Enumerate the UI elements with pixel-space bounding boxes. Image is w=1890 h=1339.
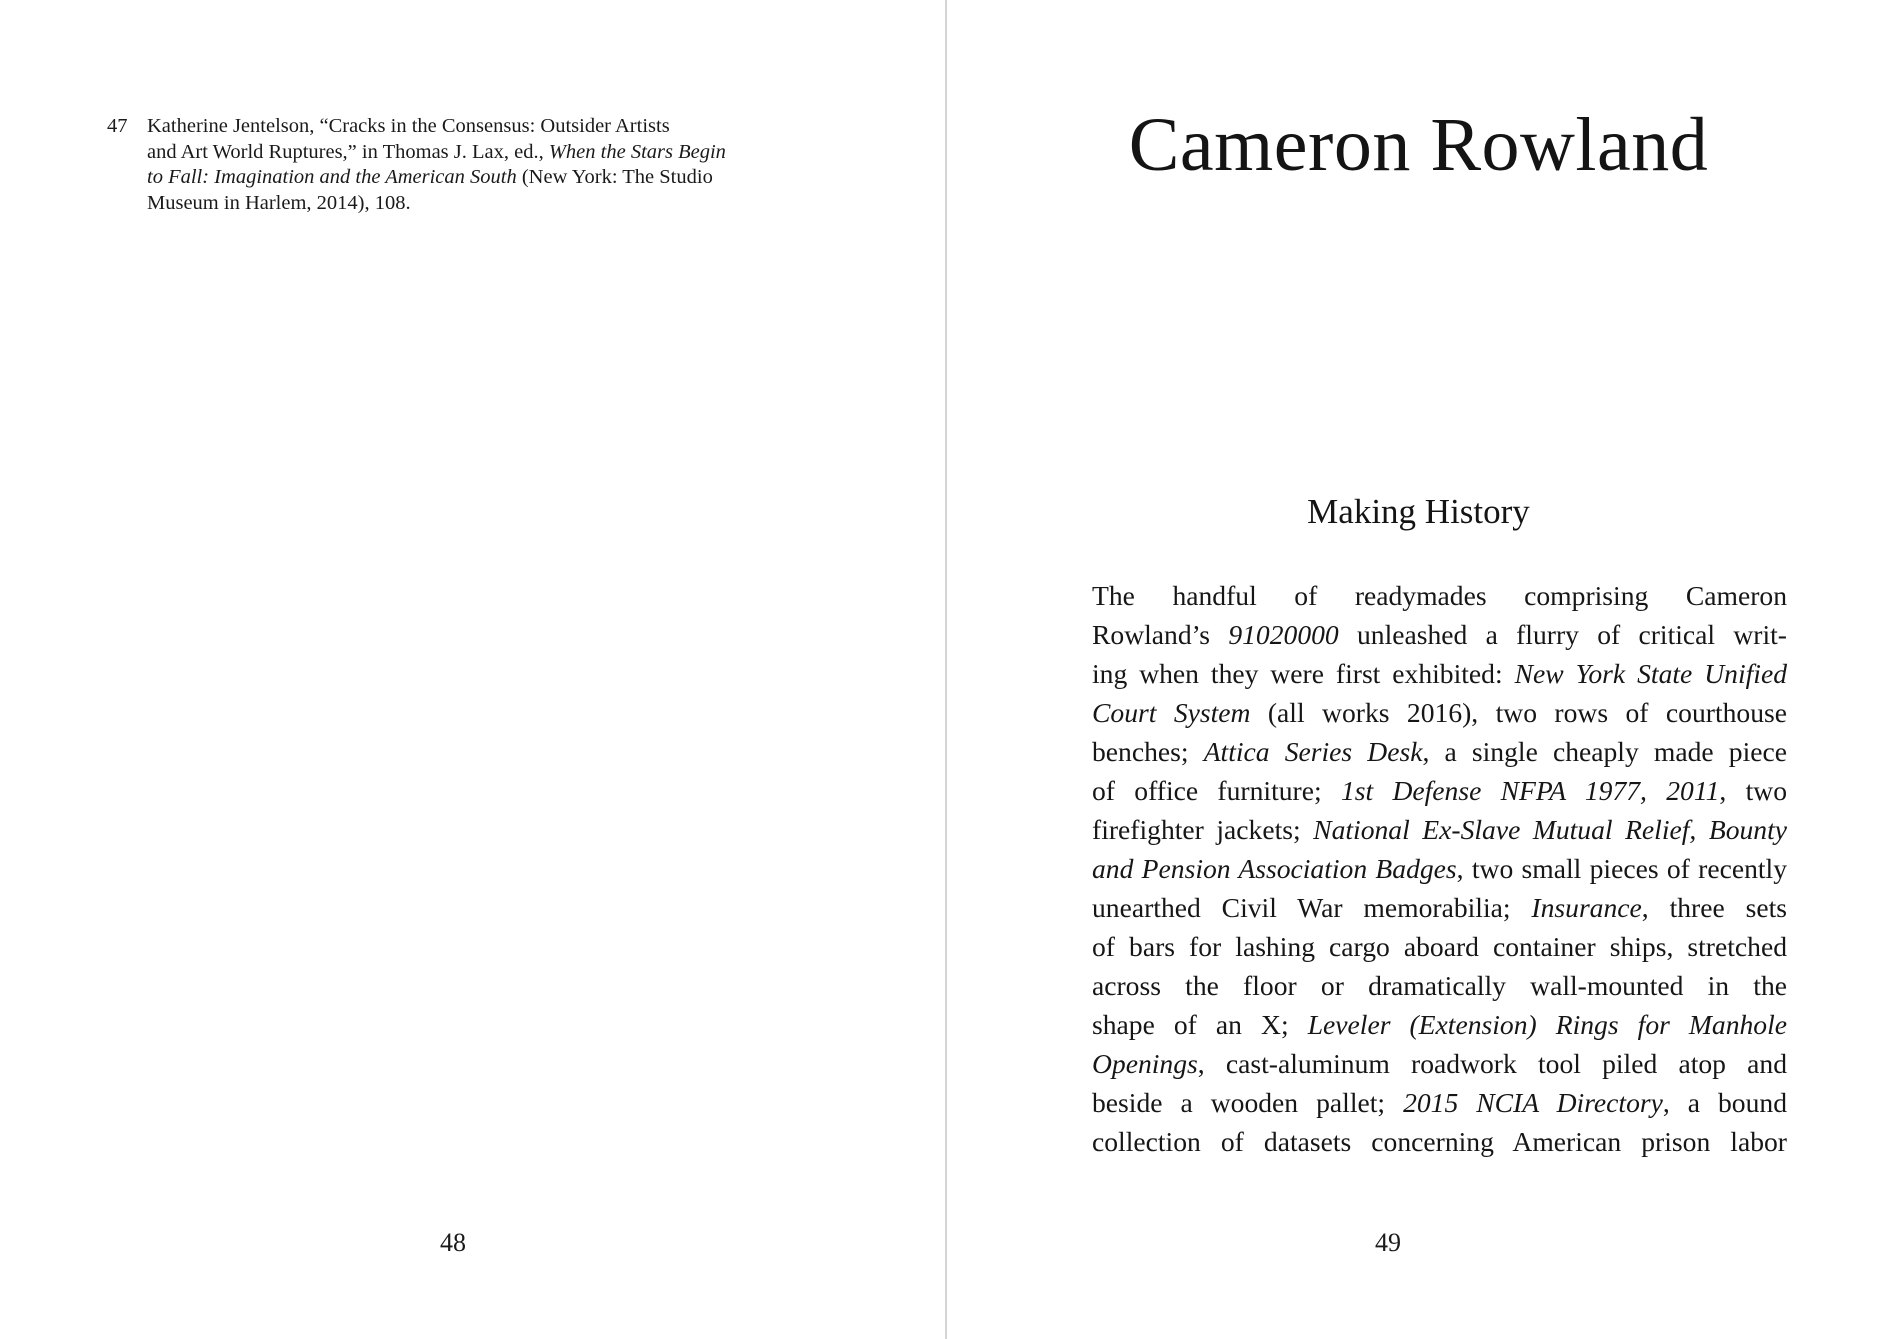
footnote-line-4: Museum in Harlem, 2014), 108. bbox=[147, 191, 411, 214]
body-line bbox=[1092, 576, 1787, 615]
body-text-run: (all works 2016), two rows of courthouse bbox=[1250, 697, 1787, 728]
body-text-run: shape of an X; bbox=[1092, 1009, 1308, 1040]
footnote-line-3b: (New York: The Studio bbox=[516, 166, 713, 188]
body-text-run: The handful of readymades comprising Cameron bbox=[1092, 580, 1787, 611]
artwork-title: New York State Unified bbox=[1514, 658, 1787, 689]
body-line bbox=[1092, 654, 1787, 693]
body-text-run: of office furniture; bbox=[1092, 775, 1341, 806]
body-line bbox=[1092, 888, 1787, 927]
body-line bbox=[1092, 966, 1787, 1005]
artwork-title: National Ex-Slave Mutual Relief, Bounty bbox=[1313, 814, 1788, 845]
body-text-run: , a single cheaply made piece bbox=[1422, 736, 1787, 767]
body-text-run: , three sets bbox=[1641, 892, 1787, 923]
footnote-47 bbox=[107, 114, 807, 216]
body-text-run: collection of datasets concerning American prison labor bbox=[1092, 1126, 1787, 1157]
footnote-line bbox=[147, 191, 807, 217]
page-number-left: 48 bbox=[440, 1228, 466, 1257]
right-page bbox=[947, 0, 1890, 1339]
footnote-book-title-cont: to Fall: Imagination and the American South bbox=[147, 166, 517, 188]
footnote-text bbox=[147, 114, 807, 216]
body-text-run: benches; bbox=[1092, 736, 1204, 767]
essay-subtitle: Making History bbox=[1307, 492, 1530, 531]
footnote-line bbox=[147, 165, 807, 191]
artwork-title: 1st Defense NFPA 1977, 2011 bbox=[1340, 775, 1720, 806]
body-text-run: , cast-aluminum roadwork tool piled atop and bbox=[1197, 1048, 1787, 1079]
body-line bbox=[1092, 810, 1787, 849]
artwork-title: Attica Series Desk bbox=[1203, 736, 1423, 767]
artwork-title: and Pension Association Badges bbox=[1092, 853, 1457, 884]
body-text-run: , two small pieces of recently bbox=[1456, 853, 1787, 884]
footnote-book-title: When the Stars Begin bbox=[548, 140, 726, 163]
body-text-run: across the floor or dramatically wall-mounted in the bbox=[1092, 970, 1787, 1001]
footnote-line-1: Katherine Jentelson, “Cracks in the Consensus: Outsider Artists bbox=[147, 115, 670, 137]
body-line bbox=[1092, 771, 1787, 810]
body-line bbox=[1092, 615, 1787, 654]
body-paragraph bbox=[1092, 576, 1787, 1161]
body-text-run: , a bound bbox=[1662, 1087, 1787, 1118]
artwork-title: Insurance bbox=[1531, 892, 1642, 923]
body-text-run: , two bbox=[1719, 775, 1788, 806]
footnote-line-2a: and Art World Ruptures,” in Thomas J. Lax, ed., bbox=[147, 140, 549, 163]
body-text-run: firefighter jackets; bbox=[1092, 814, 1314, 845]
body-text-run: ing when they were first exhibited: bbox=[1092, 658, 1515, 689]
body-line bbox=[1092, 927, 1787, 966]
page-number-right: 49 bbox=[1375, 1228, 1401, 1257]
body-line bbox=[1092, 693, 1787, 732]
footnote-line bbox=[147, 140, 807, 166]
footnote-number: 47 bbox=[107, 115, 128, 137]
artwork-title: 2015 NCIA Directory bbox=[1403, 1087, 1663, 1118]
body-text-run: of bars for lashing cargo aboard container ships, stretched bbox=[1092, 931, 1787, 962]
body-line bbox=[1092, 732, 1787, 771]
body-text-run: Rowland’s bbox=[1092, 619, 1229, 650]
essay-title: Cameron Rowland bbox=[1128, 103, 1709, 187]
artwork-title: Court System bbox=[1092, 697, 1251, 728]
body-line bbox=[1092, 1122, 1787, 1161]
body-text-run: beside a wooden pallet; bbox=[1092, 1087, 1404, 1118]
body-line bbox=[1092, 1005, 1787, 1044]
artwork-title: Leveler (Extension) Rings for Manhole bbox=[1307, 1009, 1787, 1040]
body-text-run: unearthed Civil War memorabilia; bbox=[1092, 892, 1532, 923]
body-text-run: unleashed a flurry of critical writ- bbox=[1338, 619, 1787, 650]
body-line bbox=[1092, 849, 1787, 888]
footnote-line bbox=[147, 114, 807, 140]
artwork-title: Openings bbox=[1092, 1048, 1198, 1079]
body-line bbox=[1092, 1044, 1787, 1083]
artwork-title: 91020000 bbox=[1228, 619, 1339, 650]
body-line bbox=[1092, 1083, 1787, 1122]
